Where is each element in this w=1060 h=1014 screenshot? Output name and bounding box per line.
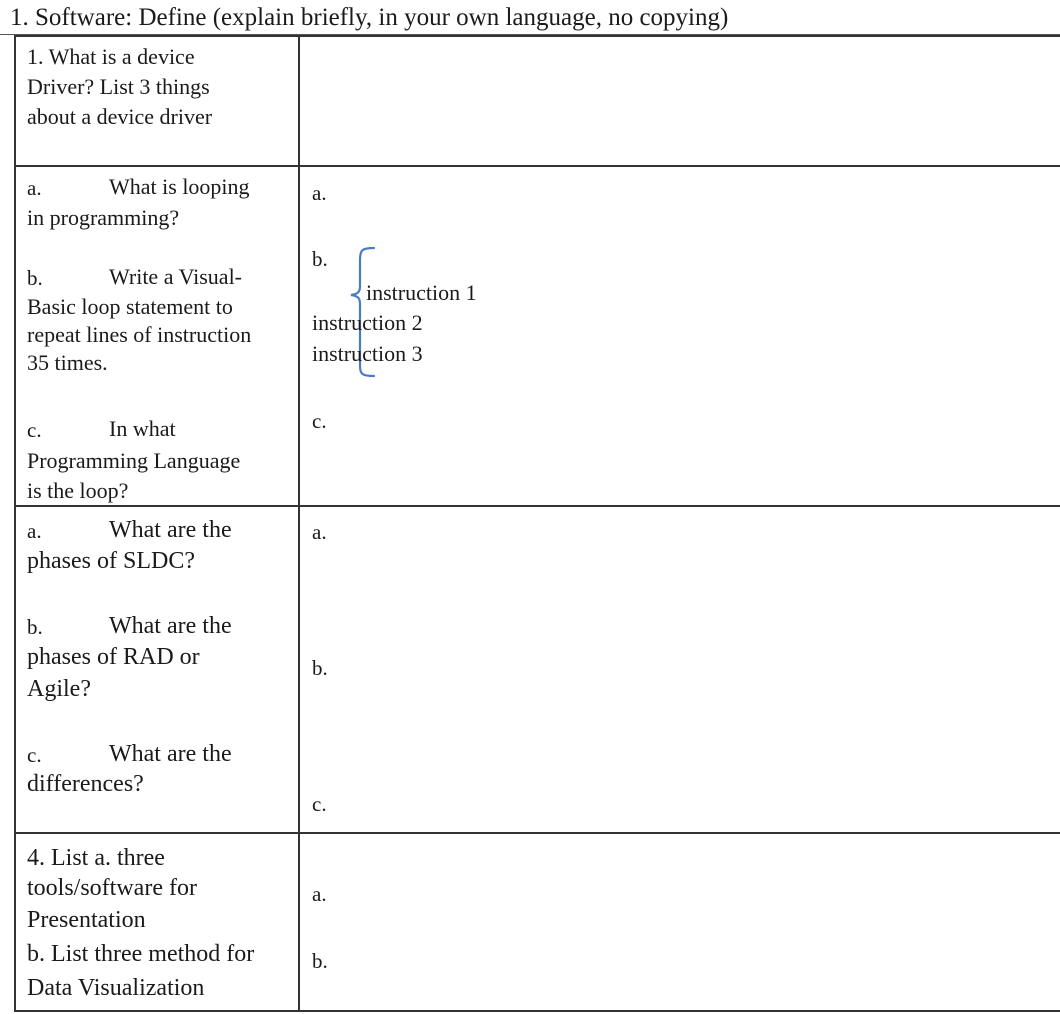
question-text: differences? (27, 771, 144, 797)
row-divider (14, 165, 1060, 167)
question-text: Basic loop statement to (27, 294, 233, 319)
question-text: b. List three method for (27, 941, 255, 967)
column-divider (298, 35, 300, 1012)
question-text: repeat lines of instruction (27, 322, 252, 347)
question-text: 1. What is a device (27, 44, 195, 69)
answer-label: a. (312, 882, 327, 906)
item-label: b. (27, 266, 43, 290)
question-text: phases of RAD or (27, 644, 200, 670)
question-text: Data Visualization (27, 975, 205, 1001)
item-label: c. (27, 418, 42, 442)
answer-label: b. (312, 247, 328, 271)
answer-label: a. (312, 520, 327, 544)
instruction-line: instruction 3 (312, 341, 423, 366)
answer-label: c. (312, 409, 327, 433)
question-text: Programming Language (27, 448, 241, 473)
table-border-bottom (14, 1010, 1060, 1012)
answer-label: a. (312, 181, 327, 205)
question-text: in programming? (27, 205, 180, 230)
question-text: Driver? List 3 things (27, 74, 210, 99)
instruction-line: instruction 2 (312, 310, 423, 335)
answer-label: c. (312, 792, 327, 816)
question-text: tools/software for (27, 875, 197, 901)
question-text: about a device driver (27, 104, 213, 129)
table-border-top (14, 35, 1060, 37)
question-text: is the loop? (27, 478, 129, 503)
page-title: 1. Software: Define (explain briefly, in your own language, no copying) (10, 4, 729, 31)
instruction-line: instruction 1 (366, 280, 477, 305)
answer-label: b. (312, 656, 328, 680)
item-label: c. (27, 743, 42, 767)
row-divider (14, 832, 1060, 834)
table-border-left (14, 35, 16, 1012)
question-text: In what (109, 416, 176, 441)
row-divider (14, 505, 1060, 507)
question-text: phases of SLDC? (27, 548, 195, 574)
question-text: Agile? (27, 676, 91, 702)
item-label: a. (27, 176, 42, 200)
question-text: What is looping (109, 174, 250, 199)
question-text: 4. List a. three (27, 845, 165, 871)
question-text: Presentation (27, 907, 146, 933)
item-label: b. (27, 615, 43, 639)
answer-label: b. (312, 949, 328, 973)
question-text: What are the (109, 741, 232, 767)
question-text: 35 times. (27, 350, 108, 375)
item-label: a. (27, 519, 42, 543)
question-text: Write a Visual- (109, 264, 243, 289)
question-text: What are the (109, 517, 232, 543)
question-text: What are the (109, 613, 232, 639)
